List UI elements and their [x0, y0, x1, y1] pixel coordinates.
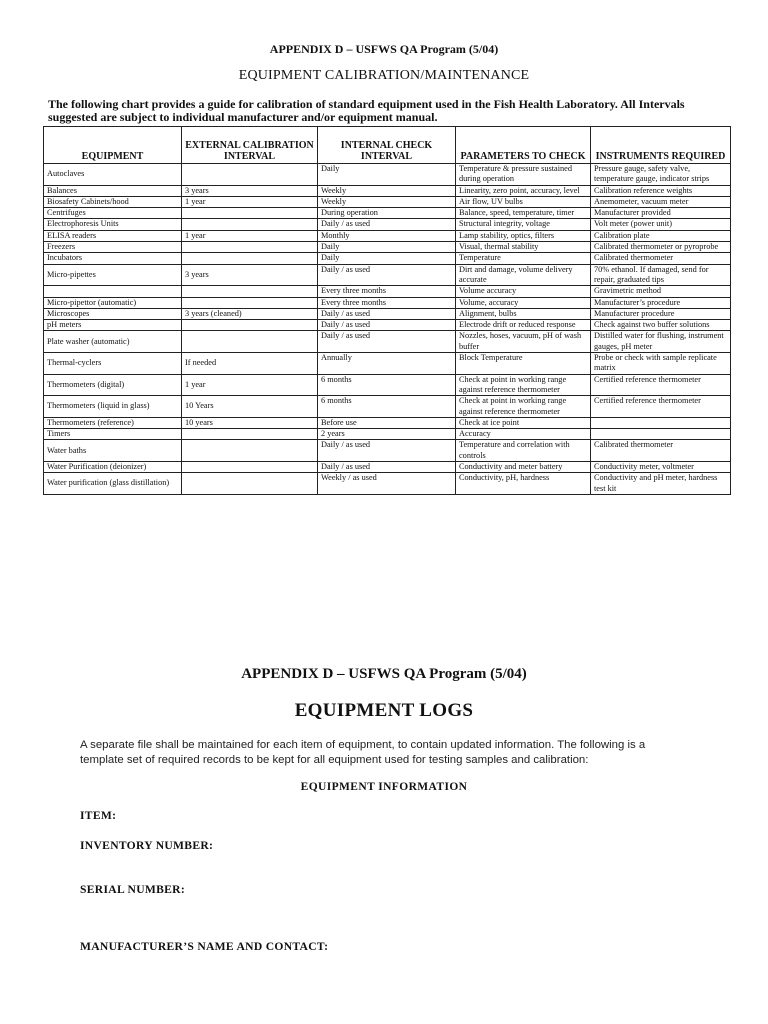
cell-external-interval: 1 year [182, 374, 318, 396]
cell-equipment: Timers [44, 429, 182, 440]
calibration-table [43, 126, 731, 495]
table-row [44, 196, 731, 207]
cell-parameters: Lamp stability, optics, filters [456, 230, 591, 241]
cell-parameters: Conductivity, pH, hardness [456, 473, 591, 495]
cell-equipment: Plate washer (automatic) [44, 331, 182, 353]
cell-internal-interval: 6 months [318, 374, 456, 396]
table-row [44, 308, 731, 319]
cell-external-interval: 3 years (cleaned) [182, 308, 318, 319]
table-row [44, 417, 731, 428]
table-row [44, 353, 731, 375]
cell-parameters: Check at point in working range against reference thermometer [456, 374, 591, 396]
table-row [44, 462, 731, 473]
cell-instruments: Volt meter (power unit) [591, 219, 731, 230]
column-header-parameters: PARAMETERS TO CHECK [456, 127, 591, 164]
cell-internal-interval: Daily / as used [318, 462, 456, 473]
cell-parameters: Structural integrity, voltage [456, 219, 591, 230]
cell-external-interval [182, 164, 318, 186]
cell-instruments: Certified reference thermometer [591, 396, 731, 418]
cell-internal-interval: Every three months [318, 286, 456, 297]
cell-equipment: Water Purification (deionizer) [44, 462, 182, 473]
cell-instruments: Certified reference thermometer [591, 374, 731, 396]
cell-instruments: Gravimetric method [591, 286, 731, 297]
cell-external-interval [182, 297, 318, 308]
page-header: APPENDIX D – USFWS QA Program (5/04) [269, 42, 499, 56]
cell-parameters: Linearity, zero point, accuracy, level [456, 185, 591, 196]
cell-parameters: Alignment, bulbs [456, 308, 591, 319]
cell-internal-interval: Weekly [318, 196, 456, 207]
cell-external-interval: If needed [182, 353, 318, 375]
cell-external-interval: 1 year [182, 230, 318, 241]
cell-external-interval: 1 year [182, 196, 318, 207]
cell-instruments: Conductivity meter, voltmeter [591, 462, 731, 473]
cell-external-interval [182, 473, 318, 495]
field-item: ITEM: [80, 809, 117, 822]
cell-external-interval [182, 242, 318, 253]
table-row [44, 297, 731, 308]
table-body [44, 164, 731, 495]
table-row [44, 396, 731, 418]
cell-parameters: Air flow, UV bulbs [456, 196, 591, 207]
cell-equipment: Freezers [44, 242, 182, 253]
cell-external-interval [182, 331, 318, 353]
cell-parameters: Check at ice point [456, 417, 591, 428]
table-row [44, 208, 731, 219]
cell-equipment: Thermal-cyclers [44, 353, 182, 375]
cell-instruments: 70% ethanol. If damaged, send for repair, graduated tips [591, 264, 731, 286]
cell-external-interval [182, 219, 318, 230]
cell-internal-interval: Daily [318, 164, 456, 186]
cell-parameters: Nozzles, hoses, vacuum, pH of wash buffer [456, 331, 591, 353]
cell-internal-interval: Daily / as used [318, 264, 456, 286]
cell-equipment: ELISA readers [44, 230, 182, 241]
cell-internal-interval: Daily / as used [318, 440, 456, 462]
cell-equipment: Thermometers (digital) [44, 374, 182, 396]
cell-instruments [591, 429, 731, 440]
cell-instruments: Distilled water for flushing, instrument gauges, pH meter [591, 331, 731, 353]
column-header-equipment: EQUIPMENT [44, 127, 182, 164]
cell-internal-interval: Every three months [318, 297, 456, 308]
cell-internal-interval: Daily [318, 242, 456, 253]
cell-parameters: Temperature [456, 253, 591, 264]
cell-internal-interval: During operation [318, 208, 456, 219]
cell-internal-interval: Before use [318, 417, 456, 428]
equipment-logs-title: EQUIPMENT LOGS [294, 700, 474, 721]
cell-instruments: Probe or check with sample replicate matrix [591, 353, 731, 375]
cell-parameters: Volume, accuracy [456, 297, 591, 308]
cell-instruments: Manufacturer provided [591, 208, 731, 219]
cell-instruments: Calibration plate [591, 230, 731, 241]
cell-parameters: Check at point in working range against reference thermometer [456, 396, 591, 418]
cell-equipment: Micro-pipettor (automatic) [44, 297, 182, 308]
table-header-row [44, 127, 731, 164]
cell-instruments: Anemometer, vacuum meter [591, 196, 731, 207]
cell-external-interval [182, 253, 318, 264]
table-row [44, 253, 731, 264]
cell-external-interval: 3 years [182, 264, 318, 286]
cell-external-interval [182, 320, 318, 331]
cell-internal-interval: Daily / as used [318, 219, 456, 230]
page-title: EQUIPMENT CALIBRATION/MAINTENANCE [238, 68, 530, 83]
cell-external-interval [182, 286, 318, 297]
appendix-header: APPENDIX D – USFWS QA Program (5/04) [241, 666, 527, 682]
cell-internal-interval: Annually [318, 353, 456, 375]
table-row [44, 264, 731, 286]
cell-instruments: Manufacturer procedure [591, 308, 731, 319]
table-row [44, 374, 731, 396]
cell-equipment: Water baths [44, 440, 182, 462]
cell-parameters: Accuracy [456, 429, 591, 440]
cell-external-interval [182, 429, 318, 440]
cell-external-interval [182, 462, 318, 473]
section-heading: EQUIPMENT INFORMATION [300, 781, 468, 793]
table-row [44, 440, 731, 462]
cell-equipment: Biosafety Cabinets/hood [44, 196, 182, 207]
cell-equipment: Microscopes [44, 308, 182, 319]
cell-internal-interval: Daily / as used [318, 308, 456, 319]
cell-instruments: Conductivity and pH meter, hardness test kit [591, 473, 731, 495]
cell-internal-interval: Monthly [318, 230, 456, 241]
table-row [44, 242, 731, 253]
cell-parameters: Temperature and correlation with controls [456, 440, 591, 462]
cell-parameters: Balance, speed, temperature, timer [456, 208, 591, 219]
cell-equipment: Centrifuges [44, 208, 182, 219]
cell-parameters: Dirt and damage, volume delivery accurate [456, 264, 591, 286]
cell-equipment: Thermometers (reference) [44, 417, 182, 428]
cell-parameters: Visual, thermal stability [456, 242, 591, 253]
cell-external-interval [182, 440, 318, 462]
field-serial-number: SERIAL NUMBER: [80, 883, 186, 896]
cell-equipment: Autoclaves [44, 164, 182, 186]
cell-external-interval [182, 208, 318, 219]
cell-internal-interval: 2 years [318, 429, 456, 440]
cell-parameters: Volume accuracy [456, 286, 591, 297]
cell-internal-interval: 6 months [318, 396, 456, 418]
column-header-instruments: INSTRUMENTS REQUIRED [591, 127, 731, 164]
intro-paragraph: The following chart provides a guide for calibration of standard equipment used in the Fish Health Laboratory. All Intervals suggested are subject to individual manufacturer and/or equipment manual. [48, 97, 685, 124]
cell-parameters: Temperature & pressure sustained during operation [456, 164, 591, 186]
cell-equipment [44, 286, 182, 297]
cell-external-interval: 10 years [182, 417, 318, 428]
cell-parameters: Electrode drift or reduced response [456, 320, 591, 331]
table-row [44, 219, 731, 230]
cell-equipment: Electrophoresis Units [44, 219, 182, 230]
table-row [44, 185, 731, 196]
equipment-logs-intro: A separate file shall be maintained for each item of equipment, to contain updated information. The following is a template set of required records to be kept for all equipment used for testing samples and calibration: [80, 739, 646, 766]
table-row [44, 320, 731, 331]
cell-instruments: Check against two buffer solutions [591, 320, 731, 331]
table-row [44, 473, 731, 495]
cell-external-interval: 3 years [182, 185, 318, 196]
cell-internal-interval: Daily / as used [318, 331, 456, 353]
cell-external-interval: 10 Years [182, 396, 318, 418]
cell-internal-interval: Weekly [318, 185, 456, 196]
cell-instruments: Calibrated thermometer [591, 440, 731, 462]
field-inventory-number: INVENTORY NUMBER: [80, 839, 214, 852]
cell-instruments [591, 417, 731, 428]
cell-instruments: Manufacturer’s procedure [591, 297, 731, 308]
cell-internal-interval: Weekly / as used [318, 473, 456, 495]
table-row [44, 429, 731, 440]
column-header-internal-check: INTERNAL CHECK INTERVAL [318, 127, 456, 164]
cell-equipment: Water purification (glass distillation) [44, 473, 182, 495]
cell-internal-interval: Daily / as used [318, 320, 456, 331]
cell-instruments: Calibration reference weights [591, 185, 731, 196]
table-row [44, 230, 731, 241]
cell-parameters: Block Temperature [456, 353, 591, 375]
field-manufacturer-contact: MANUFACTURER’S NAME AND CONTACT: [80, 940, 329, 953]
cell-parameters: Conductivity and meter battery [456, 462, 591, 473]
cell-instruments: Calibrated thermometer or pyroprobe [591, 242, 731, 253]
table-row [44, 164, 731, 186]
cell-equipment: Balances [44, 185, 182, 196]
table-row [44, 286, 731, 297]
column-header-external-calibration: EXTERNAL CALIBRATION INTERVAL [182, 127, 318, 164]
cell-instruments: Pressure gauge, safety valve, temperature gauge, indicator strips [591, 164, 731, 186]
cell-internal-interval: Daily [318, 253, 456, 264]
table-row [44, 331, 731, 353]
cell-equipment: pH meters [44, 320, 182, 331]
cell-equipment: Micro-pipettes [44, 264, 182, 286]
cell-instruments: Calibrated thermometer [591, 253, 731, 264]
cell-equipment: Incubators [44, 253, 182, 264]
cell-equipment: Thermometers (liquid in glass) [44, 396, 182, 418]
